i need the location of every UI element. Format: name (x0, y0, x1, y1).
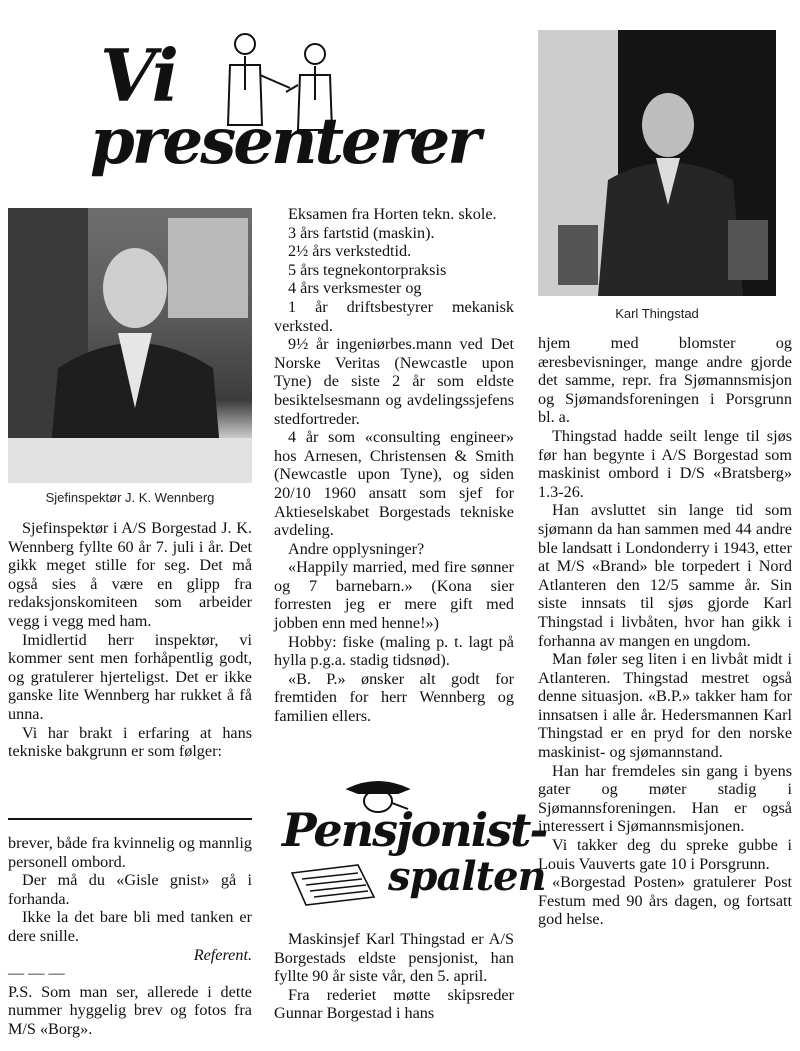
paragraph: Fra rederiet møtte skipsreder Gunnar Borgestad i hans (274, 985, 514, 1023)
paragraph: Ikke la det bare bli med tanken er dere snille. (8, 908, 252, 945)
column-1-bottom (8, 834, 252, 1039)
logo-line-presenterer: presenterer (90, 104, 478, 179)
paragraph: 1 år driftsbestyrer mekanisk verksted. (274, 297, 514, 335)
portrait-photo-icon (8, 208, 252, 483)
column-3 (538, 334, 792, 929)
paragraph: Maskinsjef Karl Thingstad er A/S Borgestads eldste pensjonist, han fyllte 90 år siste vår, den 5. april. (274, 930, 514, 986)
signature: Referent. (193, 945, 252, 964)
paragraph: Man føler seg liten i en livbåt midt i Atlanteren. Thingstad mestret også denne situasjon. «B.P.» takker ham for innsatsen i alle år. Hedersmannen Karl Thingstad er en pryd for den norske maskinist- og sjømannstand. (538, 650, 792, 762)
paragraph: brever, både fra kvinnelig og mannlig personell ombord. (8, 834, 252, 871)
paragraph: Vi har brakt i erfaring at hans tekniske bakgrunn er som følger: (8, 723, 252, 761)
thingstad-photo (538, 30, 776, 296)
paragraph: Andre opplysninger? (288, 539, 425, 558)
paragraph: Imidlertid herr inspektør, vi kommer sent men forhåpentlig godt, og gratulerer hjerteligst. Det er ikke ganske lite Wennberg har rukket å få unna. (8, 630, 252, 723)
logo-line-pensjonist: Pensjonist- (282, 803, 547, 857)
newspaper-icon (288, 863, 378, 907)
paragraph: Vi takker deg du spreke gubbe i Louis Vauverts gate 10 i Porsgrunn. (538, 836, 792, 873)
paragraph: 4 år som «consulting engineer» hos Arnesen, Christensen & Smith (Newcastle upon Tyne), og siden 20/10 1960 ansatt som sjef for Aktieselskabet Borgestads tekniske avdeling. (274, 428, 514, 540)
paragraph: 3 års fartstid (maskin). (288, 223, 435, 242)
paragraph: 5 års tegnekontorpraksis (288, 260, 447, 279)
paragraph: Hobby: fiske (maling p. t. lagt på hylla p.g.a. stadig tidsnød). (274, 632, 514, 670)
paragraph: Eksamen fra Horten tekn. skole. (288, 205, 497, 223)
paragraph: «B. P.» ønsker alt godt for fremtiden for herr Wennberg og familien ellers. (274, 669, 514, 726)
column-2-top (274, 205, 514, 726)
paragraph: Han har fremdeles sin gang i byens gater og møter stadig i Sjømannsforeningen. Han er også interessert i Sjømannsmisjonen. (538, 761, 792, 836)
paragraph: hjem med blomster og æresbevisninger, mange andre gjorde det samme, repr. fra Sjømannsmisjon og Sjømandsforeningen i Porsgrunn bl. a. (538, 334, 792, 427)
paragraph: Der må du «Gisle gnist» gå i forhanda. (8, 871, 252, 908)
paragraph: Sjefinspektør i A/S Borgestad J. K. Wennberg fyllte 60 år 7. juli i år. Det gikk meget stille for seg. Det må også sies å være en glipp fra redaksjonskomiteen som arbeider vegg i vegg med ham. (8, 519, 252, 630)
thingstad-photo-caption: Karl Thingstad (615, 306, 699, 321)
dashes: — — — (8, 964, 65, 983)
paragraph: 2½ års verkstedtid. (288, 242, 412, 261)
paragraph: «Happily married, med fire sønner og 7 barnebarn.» (Kona sier forresten jeg er mere gift med jobben enn med henne!») (274, 558, 514, 633)
paragraph: «Borgestad Posten» gratulerer Post Festum med 90 års dagen, og fortsatt god helse. (538, 873, 792, 929)
section-divider (8, 818, 252, 820)
wennberg-photo (8, 208, 252, 483)
two-men-illustration-icon (190, 30, 360, 135)
pensjonist-spalten-logo (278, 775, 547, 910)
postscript: P.S. Som man ser, allerede i dette nummer hyggelig brev og fotos fra M/S «Borg». (8, 982, 252, 1038)
column-1-top (8, 519, 252, 761)
paragraph: 4 års verksmester og (288, 279, 422, 298)
portrait-photo-icon (538, 30, 776, 296)
paragraph: 9½ år ingeniørbes.mann ved Det Norske Veritas (Newcastle upon Tyne) de siste 2 år som eldste besiktelsesmann og avdelingssjefens stedfortreder. (274, 335, 514, 428)
paragraph: Thingstad hadde seilt lenge til sjøs før han begynte i A/S Borgestad som maskinist ombord i D/S «Bratsberg» 1.3-26. (538, 426, 792, 501)
logo-line-spalten: spalten (388, 853, 546, 900)
vi-presenterer-logo (90, 30, 478, 190)
logo-line-vi: Vi (100, 33, 176, 118)
column-2-bottom (274, 930, 514, 1023)
paragraph: Han avsluttet sin lange tid som sjømann da han sammen med 44 andre ble landsatt i Londonderry i 1943, etter at M/S «Brand» ble torpedert i Nord Atlanteren den 12/5 samme år. Sin siste innsats til sjøs gjorde Karl Thingstad i livbåten, hvor han gikk i forhanna av mangen en ungdom. (538, 501, 792, 650)
wennberg-photo-caption: Sjefinspektør J. K. Wennberg (45, 490, 215, 505)
